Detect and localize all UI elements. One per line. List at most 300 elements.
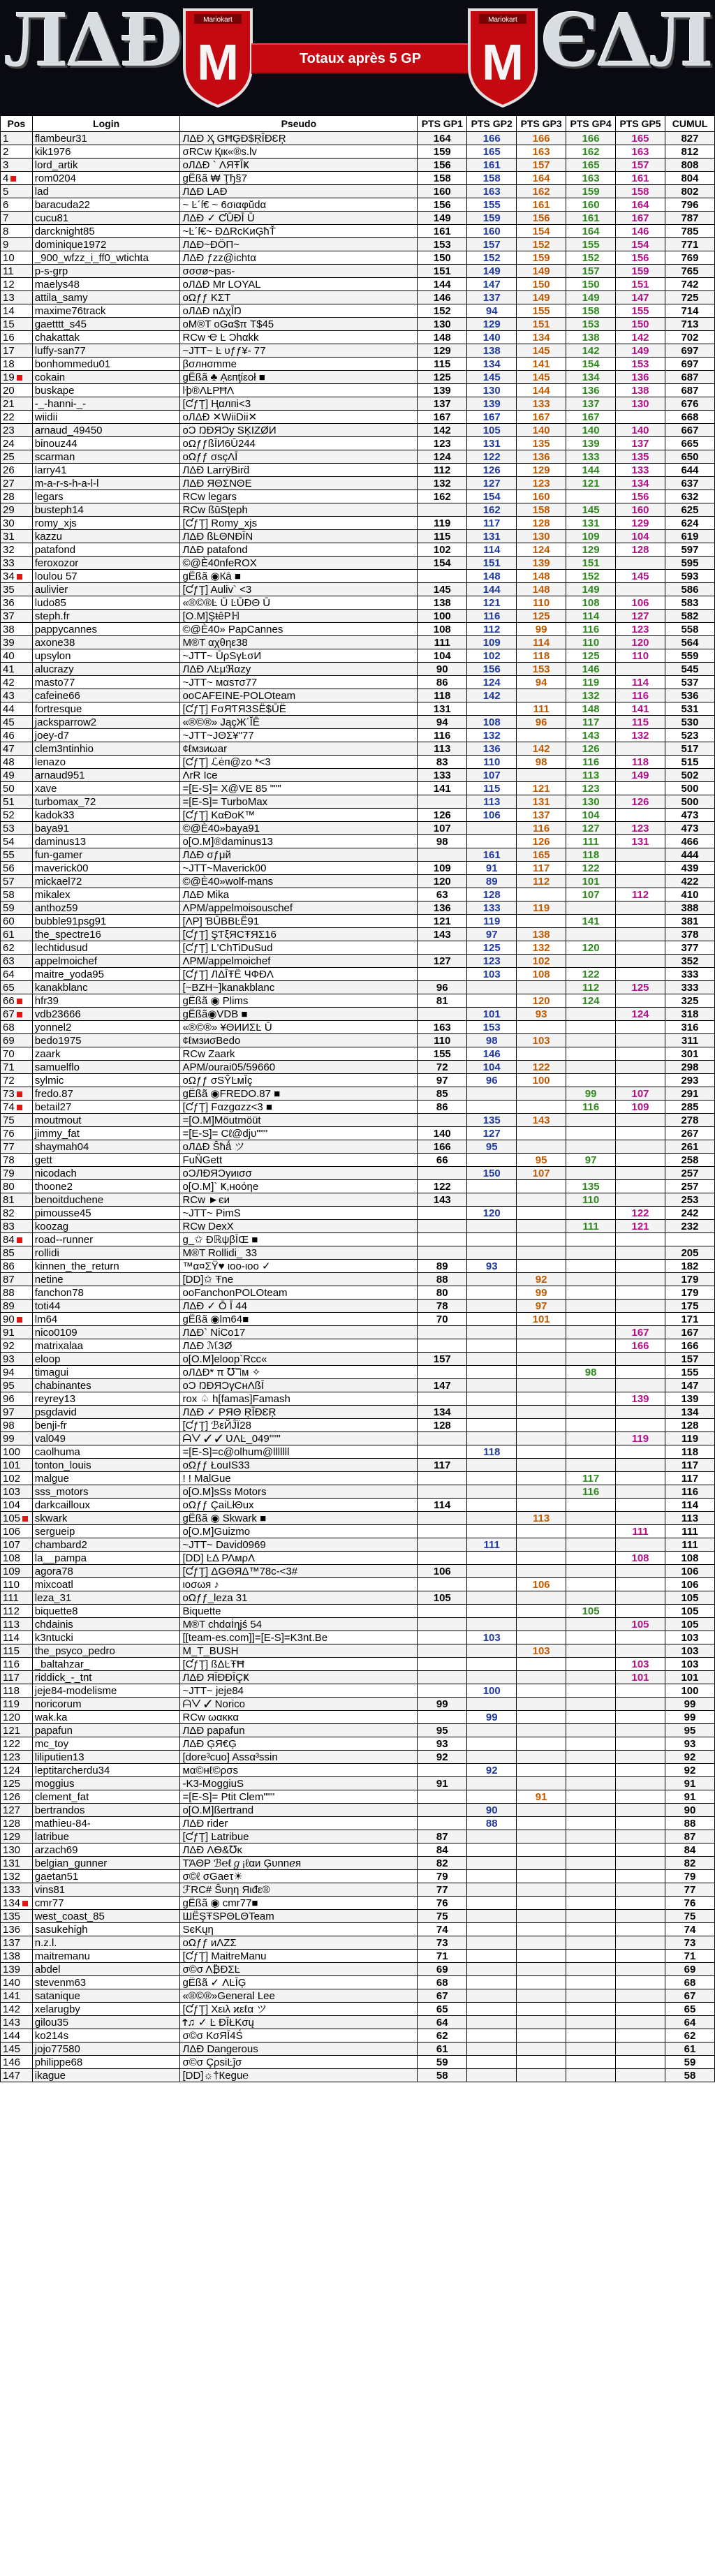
cell-gp5-text: 123	[631, 623, 649, 635]
cell-pos	[1, 1950, 33, 1963]
cell-pos-text: 82	[3, 1207, 15, 1219]
cell-gp1	[418, 1950, 467, 1963]
cell-gp4	[566, 318, 616, 331]
cell-login-text: larry41	[34, 464, 67, 476]
cell-gp4	[566, 862, 616, 875]
table-row	[1, 1565, 715, 1578]
cell-gp5	[616, 610, 665, 623]
cell-pseudo-text: ¢ℓмзиωar	[182, 742, 228, 755]
cell-cumul-text: 625	[681, 503, 699, 516]
cell-pos-text: 65	[3, 981, 15, 994]
cell-gp2	[467, 1565, 517, 1578]
cell-gp5	[616, 1140, 665, 1154]
table-row	[1, 424, 715, 437]
cell-gp2-text: 90	[485, 1804, 498, 1816]
cell-gp2-text: 155	[482, 198, 501, 211]
cell-pseudo	[180, 490, 418, 503]
cell-gp3	[517, 1207, 566, 1220]
cell-pseudo	[180, 1260, 418, 1273]
cell-gp4	[566, 1512, 616, 1525]
cell-gp1-text: 155	[433, 1047, 451, 1060]
cell-gp1	[418, 1273, 467, 1286]
col-header-gp5: PTS GP5	[616, 116, 665, 132]
cell-gp1-text: 69	[436, 1963, 448, 1975]
cell-pseudo-text: ŀþ®ΛĿΡĦΛ	[182, 384, 235, 397]
cell-pos	[1, 2003, 33, 2016]
cell-cumul	[665, 265, 714, 278]
cell-pos-text: 8	[3, 225, 9, 237]
cell-gp2	[467, 1857, 517, 1870]
cell-gp5-text: 112	[631, 888, 649, 901]
cell-pos	[1, 1538, 33, 1552]
cell-gp4	[566, 251, 616, 265]
cell-pseudo	[180, 1193, 418, 1207]
cell-pos-text: 121	[3, 1724, 21, 1737]
cell-gp1	[418, 1512, 467, 1525]
cell-cumul	[665, 1936, 714, 1950]
cell-gp5-text: 167	[631, 1326, 649, 1339]
cell-gp5-text: 106	[631, 596, 649, 609]
cell-gp2	[467, 2016, 517, 2029]
cell-pseudo	[180, 530, 418, 543]
cell-gp3-text: 135	[532, 437, 550, 450]
cell-gp3	[517, 1180, 566, 1193]
cell-cumul	[665, 185, 714, 198]
table-row	[1, 769, 715, 782]
cell-pseudo-text: gЁßã ◉ cmr77■	[182, 1897, 258, 1909]
cell-gp4-text: 110	[582, 636, 600, 649]
cell-gp4	[566, 2069, 616, 2082]
cell-gp4	[566, 1618, 616, 1631]
cell-pos-text: 136	[3, 1923, 21, 1936]
cell-gp3	[517, 1525, 566, 1538]
cell-gp3	[517, 1804, 566, 1817]
cell-cumul	[665, 1777, 714, 1790]
cell-gp1-text: 128	[433, 1419, 451, 1431]
cell-gp4-text: 116	[582, 1101, 600, 1113]
cell-login-text: lad	[34, 185, 49, 198]
cell-login	[32, 901, 180, 915]
cell-gp3	[517, 291, 566, 304]
cell-login	[32, 1034, 180, 1047]
cell-gp4	[566, 822, 616, 835]
cell-gp5	[616, 1870, 665, 1883]
cell-pseudo	[180, 411, 418, 424]
cell-login	[32, 848, 180, 862]
cell-gp4-text: 152	[582, 570, 600, 582]
cell-gp4-text: 142	[582, 344, 600, 357]
cell-gp3	[517, 1631, 566, 1644]
cell-gp3	[517, 490, 566, 503]
cell-gp3	[517, 1485, 566, 1499]
col-header-gp3: PTS GP3	[517, 116, 566, 132]
cell-gp2	[467, 331, 517, 344]
cell-gp5-text: 156	[631, 490, 649, 503]
cell-pseudo-text: ©@Ѐ40»baya91	[182, 822, 260, 834]
cell-pseudo-text: ©@Ѐ40nfeROX	[182, 557, 257, 569]
cell-gp3	[517, 1445, 566, 1459]
cell-cumul	[665, 1472, 714, 1485]
cell-login-text: leza_31	[34, 1591, 72, 1604]
cell-login-text: thoone2	[34, 1180, 73, 1193]
table-row	[1, 397, 715, 411]
cell-pseudo	[180, 2043, 418, 2056]
table-row	[1, 663, 715, 676]
cell-cumul	[665, 358, 714, 371]
cell-pseudo	[180, 1167, 418, 1180]
cell-login-text: papafun	[34, 1724, 73, 1737]
cell-pos-text: 5	[3, 185, 9, 198]
cell-cumul-text: 139	[681, 1392, 699, 1405]
cell-cumul-text: 79	[684, 1870, 696, 1883]
cell-gp3-text: 96	[535, 716, 547, 728]
cell-gp3	[517, 145, 566, 159]
cell-gp2	[467, 503, 517, 517]
cell-pos	[1, 1353, 33, 1366]
cell-gp5-text: 167	[631, 212, 649, 224]
cell-gp4	[566, 968, 616, 981]
cell-login-text: clem3ntinhio	[34, 742, 94, 755]
cell-gp2	[467, 278, 517, 291]
cell-gp2	[467, 968, 517, 981]
cell-pseudo	[180, 331, 418, 344]
cell-pos	[1, 822, 33, 835]
cell-gp3	[517, 901, 566, 915]
cell-pos-text: 60	[3, 915, 15, 927]
cell-login	[32, 1804, 180, 1817]
cell-pos-text: 12	[3, 278, 15, 290]
cell-pseudo	[180, 1631, 418, 1644]
cell-gp1	[418, 583, 467, 596]
cell-login-text: aulivier	[34, 583, 68, 596]
cell-gp5	[616, 517, 665, 530]
cell-login-text: sylmic	[34, 1074, 64, 1087]
cell-gp5-text: 120	[631, 636, 649, 649]
cell-gp3-text: 130	[532, 530, 550, 543]
cell-pseudo	[180, 543, 418, 557]
cell-pos-text: 68	[3, 1021, 15, 1033]
cell-pos-text: 24	[3, 437, 15, 450]
table-row	[1, 1989, 715, 2003]
cell-cumul-text: 58	[684, 2069, 696, 2082]
cell-gp3	[517, 875, 566, 888]
cell-pos	[1, 955, 33, 968]
cell-pseudo	[180, 1207, 418, 1220]
standings-table	[0, 115, 715, 2082]
cell-cumul	[665, 1552, 714, 1565]
table-row	[1, 1857, 715, 1870]
table-row	[1, 1777, 715, 1790]
cell-cumul-text: 771	[681, 238, 699, 251]
cell-cumul	[665, 278, 714, 291]
cell-pos-text: 90	[3, 1313, 15, 1325]
cell-gp5	[616, 1525, 665, 1538]
cell-gp2	[467, 1233, 517, 1246]
cell-gp2	[467, 822, 517, 835]
cell-gp4-text: 111	[582, 1220, 599, 1232]
cell-pos-text: 119	[3, 1698, 20, 1710]
cell-gp3-text: 144	[532, 384, 550, 397]
cell-pseudo-text: oЛΔĐ nΔχĪŊ	[182, 304, 242, 317]
cell-cumul-text: 103	[681, 1658, 699, 1670]
cell-pos-text: 48	[3, 756, 15, 768]
cell-gp3	[517, 1698, 566, 1711]
cell-gp2	[467, 1817, 517, 1830]
cell-cumul	[665, 1167, 714, 1180]
cell-gp4-text: 97	[584, 1154, 597, 1166]
cell-pos	[1, 928, 33, 941]
cell-gp5	[616, 2056, 665, 2069]
cell-pos	[1, 1870, 33, 1883]
cell-cumul	[665, 848, 714, 862]
cell-pseudo	[180, 1512, 418, 1525]
cell-pos-text: 57	[3, 875, 15, 888]
cell-gp4-text: 113	[582, 769, 600, 781]
cell-gp2-text: 98	[485, 1034, 498, 1047]
cell-cumul	[665, 331, 714, 344]
cell-gp3	[517, 424, 566, 437]
table-row	[1, 1578, 715, 1591]
cell-cumul	[665, 1525, 714, 1538]
cell-pos-text: 111	[3, 1591, 19, 1604]
cell-gp5	[616, 1273, 665, 1286]
cell-gp4	[566, 450, 616, 464]
cell-cumul-text: 62	[684, 2029, 696, 2042]
cell-gp3	[517, 1578, 566, 1591]
cell-login	[32, 1737, 180, 1751]
cell-gp5	[616, 371, 665, 384]
cell-gp2	[467, 1618, 517, 1631]
cell-login-text: philippe68	[34, 2056, 83, 2068]
cell-gp3	[517, 411, 566, 424]
cell-login	[32, 1923, 180, 1936]
cell-login-text: koozag	[34, 1220, 69, 1232]
cell-gp4	[566, 1366, 616, 1379]
table-row	[1, 1101, 715, 1114]
cell-gp3	[517, 503, 566, 517]
cell-pseudo-text: ©@Ѐ40»wolf-mans	[182, 875, 274, 888]
cell-cumul	[665, 1074, 714, 1087]
cell-cumul	[665, 1499, 714, 1512]
cell-pseudo-text: M_T_BUSH	[182, 1644, 239, 1657]
cell-pos-text: 63	[3, 955, 15, 967]
cell-gp3	[517, 1976, 566, 1989]
cell-gp2-text: 148	[482, 570, 501, 582]
cell-gp3	[517, 464, 566, 477]
table-row	[1, 1830, 715, 1843]
cell-gp4	[566, 384, 616, 397]
cell-pseudo-text: =[E-S]= TurboMax	[182, 795, 268, 808]
cell-pos	[1, 344, 33, 358]
cell-pseudo-text: ЛΔĐ ĢЯ€Ģ	[182, 1737, 237, 1750]
cell-login	[32, 1512, 180, 1525]
cell-gp1	[418, 1857, 467, 1870]
cell-login-text: nico0109	[34, 1326, 78, 1339]
cell-gp1-text: 115	[434, 358, 451, 370]
cell-gp3	[517, 384, 566, 397]
cell-gp5-text: 105	[631, 1618, 649, 1631]
cell-gp5	[616, 238, 665, 251]
cell-gp1	[418, 437, 467, 450]
cell-login	[32, 756, 180, 769]
cell-pseudo-text: Ϯ♫ ✓ Ŀ ĐĪŁΚσų	[182, 2016, 254, 2029]
cell-gp4-text: 140	[582, 424, 600, 436]
cell-pseudo-text: [ƇƒŢ] MaitreManu	[182, 1950, 267, 1962]
cell-cumul-text: 171	[681, 1313, 699, 1325]
cell-gp5	[616, 1976, 665, 1989]
cell-cumul-text: 593	[681, 570, 699, 582]
cell-pos-text: 26	[3, 464, 15, 476]
cell-login-text: cucu81	[34, 212, 69, 224]
cell-gp5	[616, 1432, 665, 1445]
cell-cumul-text: 82	[684, 1857, 696, 1869]
cell-pos-text: 10	[3, 251, 15, 264]
cell-gp2	[467, 1366, 517, 1379]
cell-gp3	[517, 888, 566, 901]
cell-gp3-text: 143	[532, 1114, 550, 1126]
cell-pos-text: 110	[3, 1578, 20, 1591]
cell-gp2	[467, 238, 517, 251]
cell-pseudo-text: RCw Zaark	[182, 1047, 235, 1060]
cell-login	[32, 2029, 180, 2043]
table-row	[1, 623, 715, 636]
cell-cumul	[665, 543, 714, 557]
cell-gp1-text: 83	[436, 756, 448, 768]
cell-cumul	[665, 490, 714, 503]
table-row	[1, 583, 715, 596]
cell-pseudo-text: gЁßã ◉FREDO.87 ■	[182, 1087, 281, 1100]
cell-gp3-text: 148	[532, 570, 550, 582]
cell-gp4	[566, 702, 616, 716]
cell-gp1	[418, 1737, 467, 1751]
cell-gp3	[517, 1565, 566, 1578]
cell-login-text: jimmy_fat	[34, 1127, 80, 1140]
cell-gp4-text: 123	[582, 782, 600, 795]
cell-pos-text: 53	[3, 822, 15, 834]
cell-login	[32, 437, 180, 450]
cell-gp3	[517, 371, 566, 384]
cell-pos	[1, 1087, 33, 1101]
cell-gp3-text: 164	[532, 172, 550, 184]
shield-label-left: Mariokart	[203, 16, 233, 24]
cell-login-text: chabinantes	[34, 1379, 91, 1392]
cell-gp4	[566, 411, 616, 424]
cell-gp1	[418, 318, 467, 331]
cell-gp4	[566, 1260, 616, 1273]
cell-pos-text: 22	[3, 411, 15, 423]
table-row	[1, 265, 715, 278]
cell-gp5	[616, 1379, 665, 1392]
cell-login	[32, 2056, 180, 2069]
cell-login-text: sss_motors	[34, 1485, 89, 1498]
cell-gp5-text: 108	[631, 1552, 649, 1564]
cell-login	[32, 1392, 180, 1406]
cell-login-text: pimousse45	[34, 1207, 91, 1219]
cell-cumul-text: 530	[681, 716, 699, 728]
cell-login	[32, 1445, 180, 1459]
cell-login	[32, 1472, 180, 1485]
cell-login-text: _baltahzar_	[34, 1658, 90, 1670]
cell-gp2-text: 149	[482, 265, 501, 277]
cell-gp1	[418, 450, 467, 464]
cell-gp4-text: 119	[582, 676, 600, 689]
cell-login-text: binouz44	[34, 437, 78, 450]
cell-cumul-text: 103	[681, 1644, 699, 1657]
cell-gp3	[517, 1061, 566, 1074]
cell-login	[32, 1565, 180, 1578]
cell-pseudo-text: [ƇƒŢ] ŞƬξЯСŦЯΣ16	[182, 928, 277, 941]
table-row	[1, 570, 715, 583]
cell-pseudo-text: σ©ℓ σGaeτ☀	[182, 1870, 243, 1883]
cell-pos	[1, 1552, 33, 1565]
cell-gp4	[566, 769, 616, 782]
cell-gp4	[566, 530, 616, 543]
cell-cumul	[665, 1631, 714, 1644]
cell-gp4	[566, 1923, 616, 1936]
cell-login	[32, 1578, 180, 1591]
cell-gp1	[418, 1525, 467, 1538]
cell-pos-text: 91	[3, 1326, 15, 1339]
cell-gp5-text: 123	[631, 822, 649, 834]
cell-login	[32, 1843, 180, 1857]
cell-gp2	[467, 1021, 517, 1034]
cell-gp2	[467, 769, 517, 782]
cell-gp3	[517, 1870, 566, 1883]
cell-login	[32, 729, 180, 742]
cell-gp5	[616, 1008, 665, 1021]
cell-login-text: kik1976	[34, 145, 71, 158]
cell-gp3	[517, 185, 566, 198]
cell-gp3	[517, 968, 566, 981]
cell-gp1-text: 144	[433, 278, 451, 290]
cell-gp1-text: 138	[433, 596, 451, 609]
cell-pos	[1, 1034, 33, 1047]
cell-cumul-text: 765	[681, 265, 699, 277]
cell-pos-text: 42	[3, 676, 15, 689]
cell-gp1	[418, 875, 467, 888]
cell-gp5-text: 151	[631, 278, 649, 290]
cell-pos	[1, 1445, 33, 1459]
cell-gp5	[616, 1989, 665, 2003]
cell-gp1-text: 143	[433, 928, 451, 941]
table-row	[1, 411, 715, 424]
cell-gp1-text: 121	[433, 915, 451, 927]
cell-pos-text: 45	[3, 716, 15, 728]
cell-gp2-text: 125	[482, 941, 501, 954]
cell-login	[32, 795, 180, 809]
cell-gp4	[566, 1910, 616, 1923]
cell-gp1-text: 99	[436, 1698, 448, 1710]
cell-pos	[1, 1751, 33, 1764]
cell-pseudo-text: ЛΔĐ patafond	[182, 543, 248, 556]
cell-gp5	[616, 411, 665, 424]
cell-gp3	[517, 1538, 566, 1552]
cell-gp2	[467, 649, 517, 663]
cell-cumul	[665, 1273, 714, 1286]
cell-pos-text: 75	[3, 1114, 15, 1126]
cell-gp2	[467, 358, 517, 371]
cell-gp5-text: 149	[631, 344, 649, 357]
cell-login	[32, 782, 180, 795]
cell-gp5	[616, 1897, 665, 1910]
cell-cumul	[665, 172, 714, 185]
cell-login	[32, 1101, 180, 1114]
cell-login	[32, 1485, 180, 1499]
cell-login	[32, 185, 180, 198]
cell-cumul	[665, 676, 714, 689]
cell-gp3	[517, 331, 566, 344]
cell-pseudo-text: [[team-es.com]]=[E-S]=K3nt.Be	[182, 1631, 328, 1644]
